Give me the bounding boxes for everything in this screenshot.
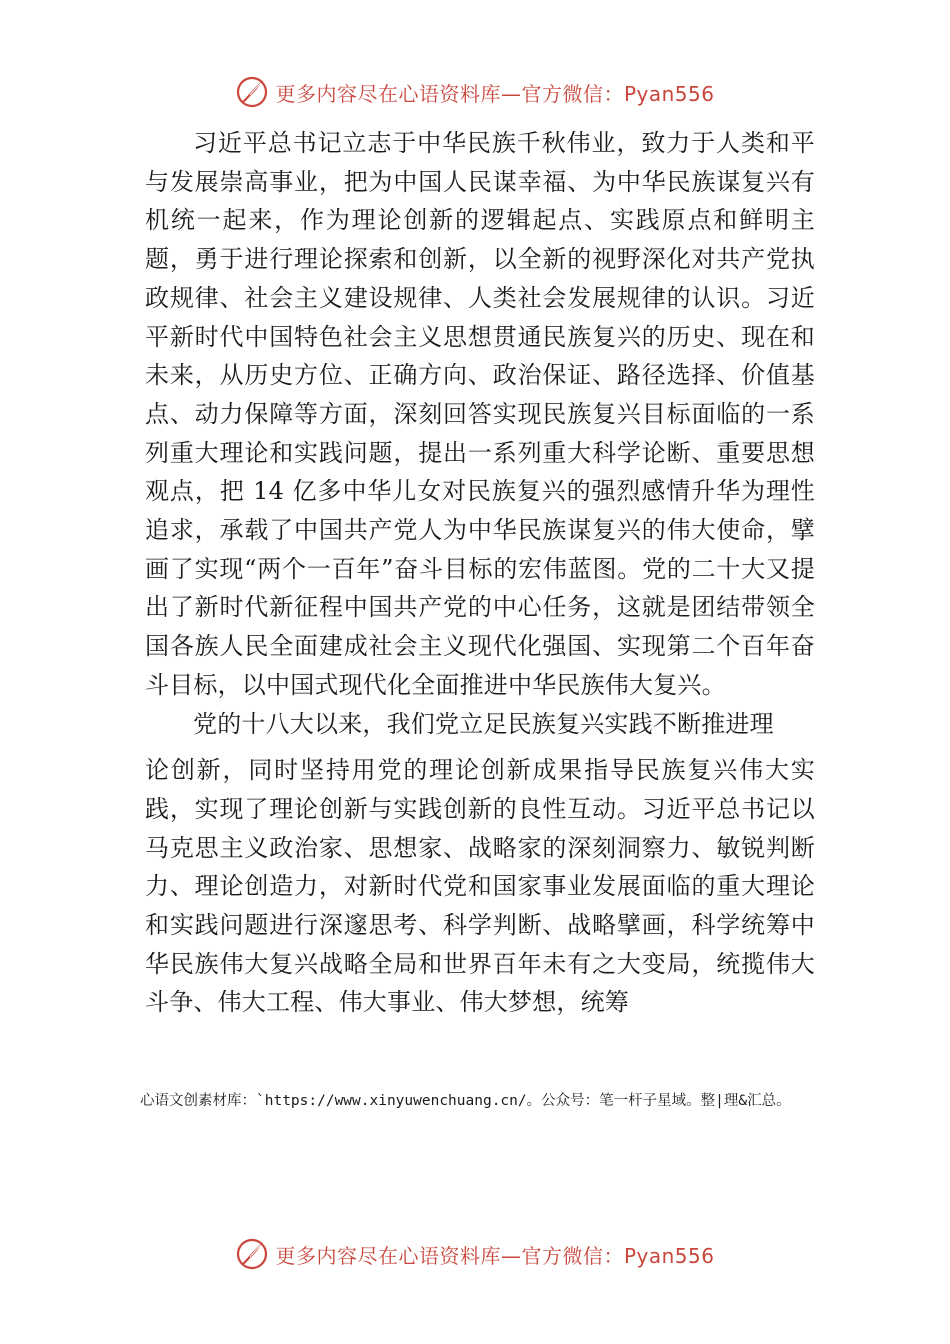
paragraph-2-first-line: 党的十八大以来，我们党立足民族复兴实践不断推进理 [193,709,774,738]
banner-text: 更多内容尽在心语资料库—官方微信：Pyan556 [275,81,715,106]
document-body [145,124,815,1022]
paragraph-2-rest: 论创新，同时坚持用党的理论创新成果指导民族复兴伟大实践，实现了理论创新与实践创新的良性互动。习近平总书记以马克思主义政治家、思想家、战略家的深刻洞察力、敏锐判断力、理论创造力，对新时代党和国家事业发展面临的重大理论和实践问题进行深邃思考、科学判断、战略擘画，科学统筹中华民族伟大复兴战略全局和世界百年未有之大变局，统揽伟大斗争、伟大工程、伟大事业、伟大梦想，统筹 [145,756,815,1017]
header-banner [0,70,950,114]
paragraph-2 [145,705,815,1023]
quill-logo-icon [235,1237,269,1271]
source-footnote: 心语文创素材库：`https://www.xinyuwenchuang.cn/。公众号：笔一杆子星域。整|理&汇总。 [140,1093,791,1109]
quill-logo-icon [235,75,269,109]
paragraph-1: 习近平总书记立志于中华民族千秋伟业，致力于人类和平与发展崇高事业，把为中国人民谋幸福、为中华民族谋复兴有机统一起来，作为理论创新的逻辑起点、实践原点和鲜明主题，勇于进行理论探索和创新，以全新的视野深化对共产党执政规律、社会主义建设规律、人类社会发展规律的认识。习近平新时代中国特色社会主义思想贯通民族复兴的历史、现在和未来，从历史方位、正确方向、政治保证、路径选择、价值基点、动力保障等方面，深刻回答实现民族复兴目标面临的一系列重大理论和实践问题，提出一系列重大科学论断、重要思想观点，把 14 亿多中华儿女对民族复兴的强烈感情升华为理性追求，承载了中国共产党人为中华民族谋复兴的伟大使命，擘画了实现“两个一百年”奋斗目标的宏伟蓝图。党的二十大又提出了新时代新征程中国共产党的中心任务，这就是团结带领全国各族人民全面建成社会主义现代化强国、实现第二个百年奋斗目标，以中国式现代化全面推进中华民族伟大复兴。 [145,129,815,699]
footer-banner [0,1232,950,1276]
banner-text: 更多内容尽在心语资料库—官方微信：Pyan556 [275,1243,715,1268]
